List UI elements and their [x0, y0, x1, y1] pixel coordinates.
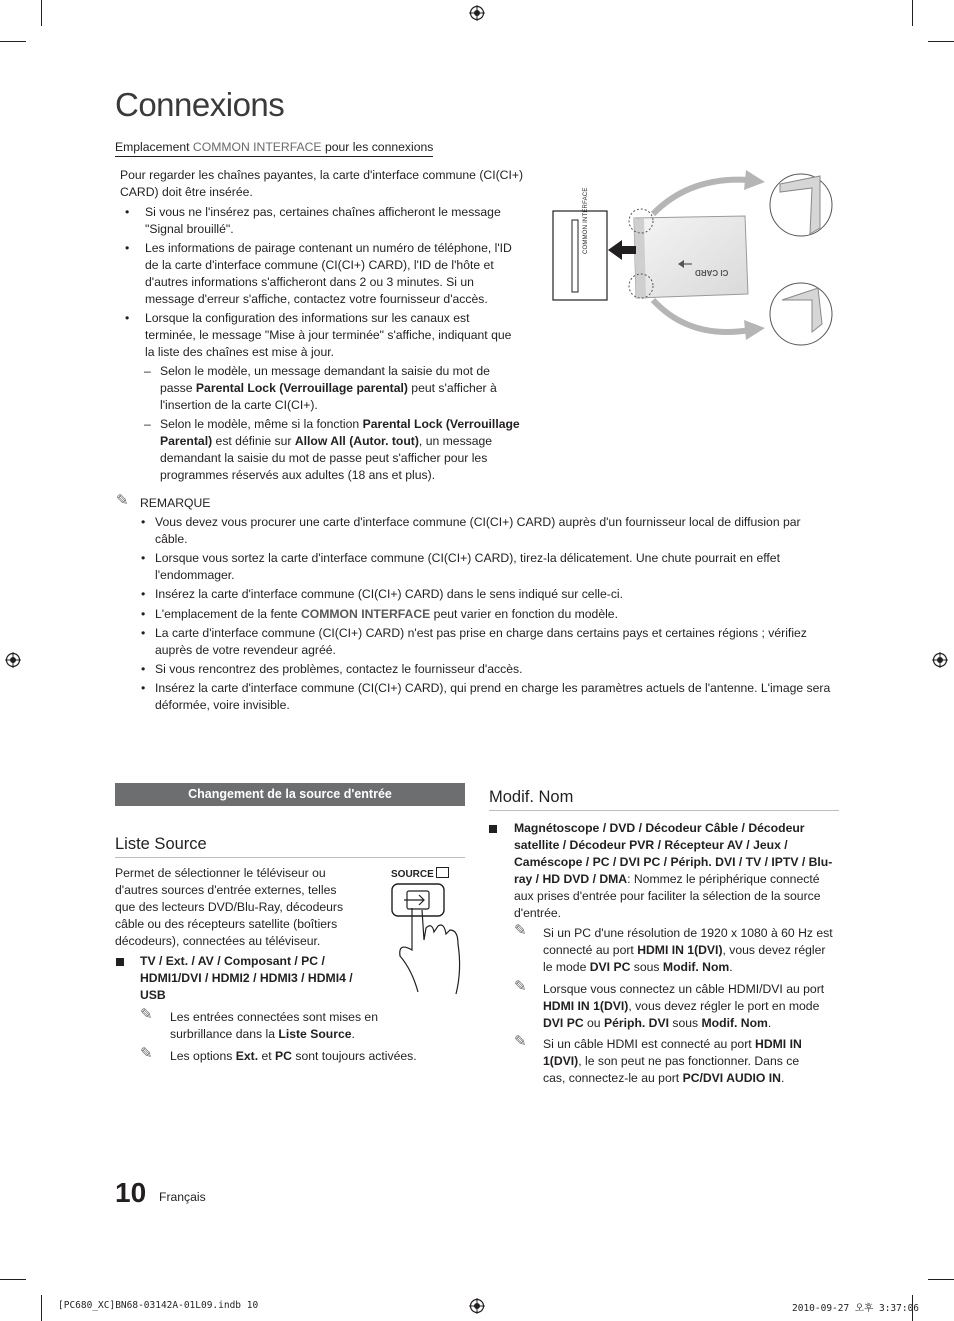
footer-timestamp: 2010-09-27 오후 3:37:06 — [792, 1303, 920, 1314]
modif-nom-heading: Modif. Nom — [489, 788, 574, 806]
list-item: • L'emplacement de la fente COMMON INTERFACE peut varier en fonction du modèle. — [141, 607, 618, 621]
list-item: • La carte d'interface commune (CI(CI+) CARD) n'est pas prise en charge dans certains pays et certaines régions ; vérifiez auprès de votre revendeur agréé. — [141, 626, 807, 657]
note: Si un câble HDMI est connecté au port HDMI IN 1(DVI), le son peut ne pas fonctionner. Dans ce cas, connectez-le au port PC/DVI AUDIO IN. — [543, 1037, 802, 1085]
page-number: 10 — [115, 1177, 147, 1208]
registration-mark-icon — [469, 1298, 485, 1314]
note: Les options Ext. et PC sont toujours activées. — [170, 1049, 417, 1063]
card-label: CI CARD — [695, 268, 729, 277]
list-item: • Insérez la carte d'interface commune (CI(CI+) CARD), qui prend en charge les paramètres actuels de l'antenne. L'image sera déformée, voire invisible. — [141, 681, 831, 712]
square-bullet — [116, 958, 124, 966]
language-label: Français — [159, 1190, 206, 1204]
crop-mark — [0, 41, 26, 42]
remarque-label: REMARQUE — [140, 496, 211, 510]
registration-mark-icon — [5, 652, 21, 668]
list-item: – Selon le modèle, même si la fonction Parental Lock (Verrouillage Parental) est définie sur Allow All (Autor. tout), un message demandant la saisie du mot de passe peut s'afficher pour les programmes réservés aux adultes (18 ans et plus). — [144, 417, 520, 482]
section-heading: Emplacement COMMON INTERFACE pour les connexions — [115, 140, 433, 157]
crop-mark — [912, 0, 913, 26]
square-bullet — [489, 825, 497, 833]
crop-mark — [41, 0, 42, 26]
list-item: • Vous devez vous procurer une carte d'interface commune (CI(CI+) CARD) auprès d'un fournisseur local de diffusion par câble. — [141, 515, 801, 546]
crop-mark — [928, 1279, 954, 1280]
remote-hand-icon — [388, 880, 468, 998]
source-button-label: SOURCE — [391, 867, 449, 880]
modif-nom-item: Magnétoscope / DVD / Décodeur Câble / Décodeur satellite / Décodeur PVR / Récepteur AV / Jeux / Caméscope / PC / DVI PC / Périph. DVI / TV / IPTV / Blu-ray / HD DVD / DMA: Nommez le périphérique connecté aux prises d'entrée pour faciliter la sélection de la source d'entrée. — [514, 821, 833, 920]
registration-mark-icon — [932, 652, 948, 668]
intro-text: Pour regarder les chaînes payantes, la carte d'interface commune (CI(CI+) CARD) doit être insérée. — [120, 168, 524, 199]
pencil-icon: ✎ — [514, 922, 527, 939]
note: Les entrées connectées sont mises en surbrillance dans la Liste Source. — [170, 1010, 378, 1041]
list-item: • Lorsque vous sortez la carte d'interface commune (CI(CI+) CARD), tirez-la délicatement. Une chute pourrait en effet l'endommager. — [141, 551, 780, 582]
section-bar: Changement de la source d'entrée — [115, 783, 465, 806]
crop-mark — [928, 41, 954, 42]
footer-file: [PC680_XC]BN68-03142A-01L09.indb 10 — [58, 1300, 259, 1311]
divider — [489, 810, 839, 811]
pencil-icon: ✎ — [514, 1033, 527, 1050]
pencil-icon: ✎ — [116, 492, 129, 509]
slot-label: COMMON INTERFACE — [583, 187, 589, 254]
ci-card-illustration — [550, 168, 838, 350]
pencil-icon: ✎ — [514, 978, 527, 995]
crop-mark — [0, 1279, 26, 1280]
crop-mark — [41, 1295, 42, 1321]
divider — [115, 857, 465, 858]
registration-mark-icon — [469, 5, 485, 21]
list-item: • Lorsque la configuration des informations sur les canaux est terminée, le message "Mise à jour terminée" s'affiche, indiquant que la liste des chaînes est mise à jour. — [125, 311, 512, 359]
liste-source-heading: Liste Source — [115, 835, 207, 853]
pencil-icon: ✎ — [140, 1045, 153, 1062]
source-list-item: TV / Ext. / AV / Composant / PC / HDMI1/DVI / HDMI2 / HDMI3 / HDMI4 / USB — [140, 954, 353, 1002]
page-title: Connexions — [115, 86, 285, 123]
list-item: • Si vous ne l'insérez pas, certaines chaînes afficheront le message "Signal brouillé". — [125, 205, 501, 236]
list-item: • Insérez la carte d'interface commune (CI(CI+) CARD) dans le sens indiqué sur celle-ci. — [141, 587, 624, 601]
list-item: • Les informations de pairage contenant un numéro de téléphone, l'ID de la carte d'interface commune (CI(CI+) CARD), l'ID de l'hôte et d'autres informations s'afficheront dans 2 ou 3 minutes. Si un message d'erreur s'affiche, contactez votre fournisseur d'accès. — [125, 241, 512, 306]
list-item: • Si vous rencontrez des problèmes, contactez le fournisseur d'accès. — [141, 662, 523, 676]
list-item: – Selon le modèle, un message demandant la saisie du mot de passe Parental Lock (Verrouillage parental) peut s'afficher à l'insertion de la carte CI(CI+). — [144, 364, 497, 412]
liste-source-description: Permet de sélectionner le téléviseur ou d'autres sources d'entrée externes, telles que des lecteurs DVD/Blu-Ray, décodeurs câble ou des récepteurs satellite (boîtiers décodeurs), connectées au téléviseur. — [115, 866, 344, 948]
pencil-icon: ✎ — [140, 1006, 153, 1023]
note: Si un PC d'une résolution de 1920 x 1080 à 60 Hz est connecté au port HDMI IN 1(DVI), vous devez régler le mode DVI PC sous Modif. Nom. — [543, 926, 833, 974]
note: Lorsque vous connectez un câble HDMI/DVI au port HDMI IN 1(DVI), vous devez régler le port en mode DVI PC ou Périph. DVI sous Modif. Nom. — [543, 982, 825, 1030]
